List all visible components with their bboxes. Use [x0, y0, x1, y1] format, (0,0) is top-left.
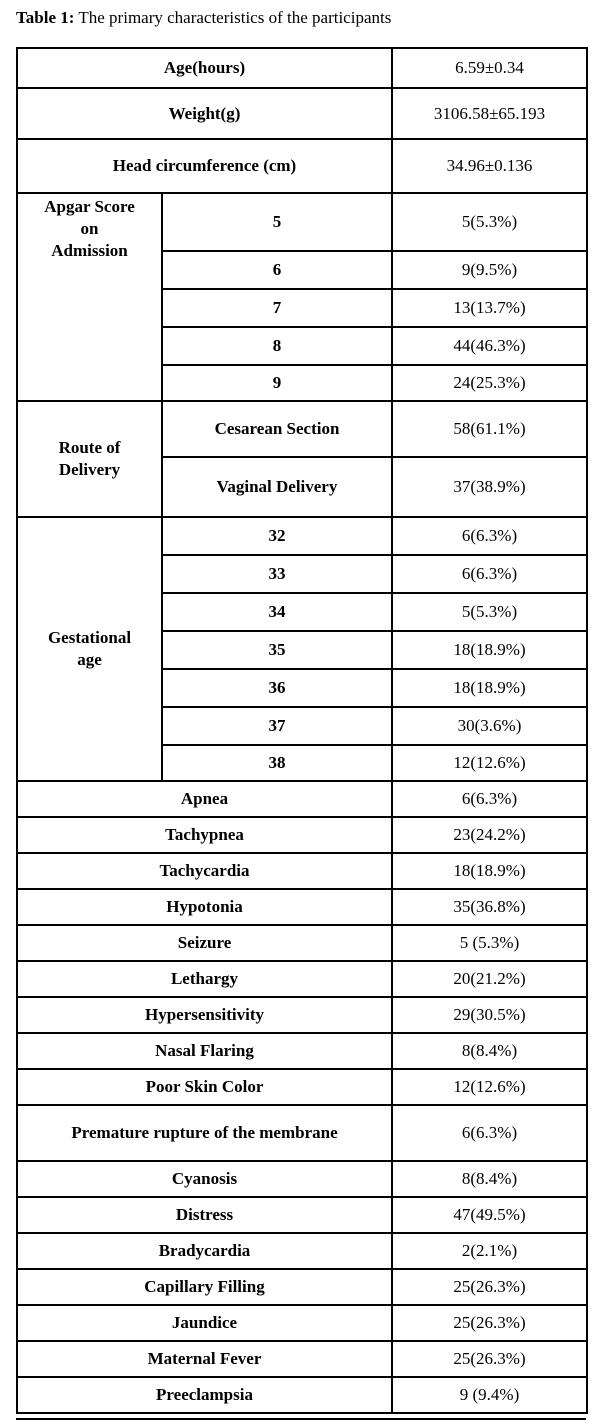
row-label: 33: [162, 555, 392, 593]
table-row: [17, 817, 587, 853]
row-value: 25(26.3%): [392, 1341, 587, 1377]
row-value: 6(6.3%): [392, 555, 587, 593]
row-value: 18(18.9%): [392, 669, 587, 707]
row-label: 5: [162, 193, 392, 251]
row-label: Jaundice: [17, 1305, 392, 1341]
delivery-group-label: Route of Delivery: [17, 401, 162, 517]
table-row: [17, 889, 587, 925]
row-label: Seizure: [17, 925, 392, 961]
row-label: 34: [162, 593, 392, 631]
participants-table: [16, 47, 588, 1414]
row-value: 30(3.6%): [392, 707, 587, 745]
row-label: 38: [162, 745, 392, 781]
table-row: [17, 925, 587, 961]
row-label: Head circumference (cm): [17, 139, 392, 193]
row-value: 6(6.3%): [392, 517, 587, 555]
table-bottom-rule: [16, 1418, 586, 1420]
row-value: 23(24.2%): [392, 817, 587, 853]
row-value: 9(9.5%): [392, 251, 587, 289]
table-row: [17, 1305, 587, 1341]
apgar-group-label: Apgar Score on Admission: [17, 193, 162, 401]
row-value: 2(2.1%): [392, 1233, 587, 1269]
row-value: 35(36.8%): [392, 889, 587, 925]
row-label: Bradycardia: [17, 1233, 392, 1269]
row-value: 5(5.3%): [392, 193, 587, 251]
row-value: 5(5.3%): [392, 593, 587, 631]
row-label: 37: [162, 707, 392, 745]
row-label: Tachypnea: [17, 817, 392, 853]
table-row: [17, 1269, 587, 1305]
table-row: [17, 961, 587, 997]
row-value: 6(6.3%): [392, 781, 587, 817]
row-value: 12(12.6%): [392, 745, 587, 781]
row-label: Hypersensitivity: [17, 997, 392, 1033]
row-label: Maternal Fever: [17, 1341, 392, 1377]
row-value: 25(26.3%): [392, 1305, 587, 1341]
row-value: 20(21.2%): [392, 961, 587, 997]
row-value: 18(18.9%): [392, 631, 587, 669]
row-label: 36: [162, 669, 392, 707]
row-value: 58(61.1%): [392, 401, 587, 457]
row-value: 24(25.3%): [392, 365, 587, 401]
row-label: Weight(g): [17, 88, 392, 139]
row-value: 5 (5.3%): [392, 925, 587, 961]
row-value: 18(18.9%): [392, 853, 587, 889]
table-row: [17, 401, 587, 457]
row-label: Lethargy: [17, 961, 392, 997]
row-value: 6(6.3%): [392, 1105, 587, 1161]
row-value: 44(46.3%): [392, 327, 587, 365]
row-value: 13(13.7%): [392, 289, 587, 327]
table-row: [17, 781, 587, 817]
table-row: [17, 88, 587, 139]
row-label: 32: [162, 517, 392, 555]
row-value: 9 (9.4%): [392, 1377, 587, 1413]
table-row: [17, 139, 587, 193]
row-value: 8(8.4%): [392, 1161, 587, 1197]
table-row: [17, 1233, 587, 1269]
table-row: [17, 517, 587, 555]
row-label: Hypotonia: [17, 889, 392, 925]
row-label: Capillary Filling: [17, 1269, 392, 1305]
table-row: [17, 1161, 587, 1197]
table-caption-text: The primary characteristics of the participants: [78, 8, 392, 27]
row-label: 7: [162, 289, 392, 327]
row-label: 6: [162, 251, 392, 289]
row-label: Poor Skin Color: [17, 1069, 392, 1105]
row-label: Age(hours): [17, 48, 392, 88]
row-label: Nasal Flaring: [17, 1033, 392, 1069]
row-label: Vaginal Delivery: [162, 457, 392, 517]
row-label: Premature rupture of the membrane: [17, 1105, 392, 1161]
table-row: [17, 193, 587, 251]
row-label: Tachycardia: [17, 853, 392, 889]
table-row: [17, 997, 587, 1033]
table-row: [17, 1033, 587, 1069]
row-label: Cyanosis: [17, 1161, 392, 1197]
row-value: 3106.58±65.193: [392, 88, 587, 139]
row-value: 37(38.9%): [392, 457, 587, 517]
row-value: 8(8.4%): [392, 1033, 587, 1069]
row-value: 12(12.6%): [392, 1069, 587, 1105]
table-row: [17, 48, 587, 88]
table-row: [17, 1341, 587, 1377]
row-value: 25(26.3%): [392, 1269, 587, 1305]
table-row: [17, 1069, 587, 1105]
row-value: 34.96±0.136: [392, 139, 587, 193]
table-row: [17, 853, 587, 889]
row-label: Cesarean Section: [162, 401, 392, 457]
row-label: 35: [162, 631, 392, 669]
table-caption-label: Table 1:: [16, 8, 75, 27]
row-label: Distress: [17, 1197, 392, 1233]
row-label: 9: [162, 365, 392, 401]
table-row: [17, 1197, 587, 1233]
row-value: 29(30.5%): [392, 997, 587, 1033]
table-caption: [16, 8, 391, 28]
row-label: 8: [162, 327, 392, 365]
gestational-group-label: Gestational age: [17, 517, 162, 781]
row-value: 47(49.5%): [392, 1197, 587, 1233]
row-label: Preeclampsia: [17, 1377, 392, 1413]
table-row: [17, 1377, 587, 1413]
table-row: [17, 1105, 587, 1161]
row-label: Apnea: [17, 781, 392, 817]
row-value: 6.59±0.34: [392, 48, 587, 88]
